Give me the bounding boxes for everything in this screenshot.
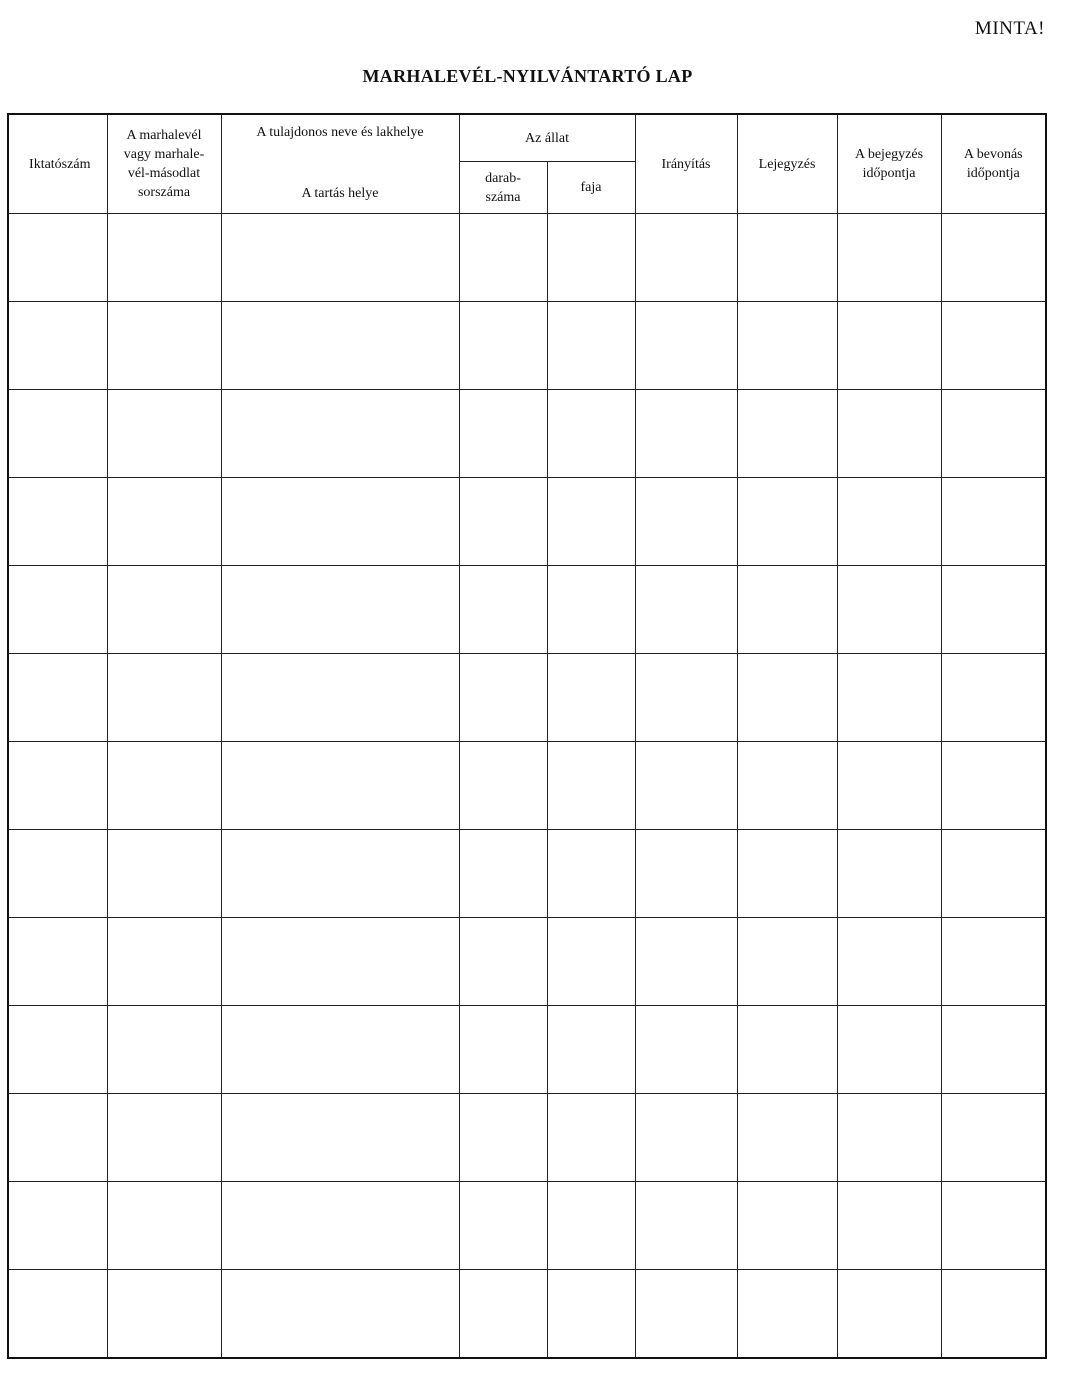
- table-cell: [941, 918, 1046, 1006]
- table-row: [8, 1270, 1046, 1359]
- table-cell: [837, 478, 941, 566]
- table-cell: [8, 1182, 107, 1270]
- table-cell: [941, 742, 1046, 830]
- table-cell: [635, 478, 737, 566]
- table-cell: [837, 302, 941, 390]
- header-animal-group: Az állat: [459, 114, 635, 162]
- header-count-line: száma: [485, 189, 521, 205]
- table-cell: [941, 1270, 1046, 1359]
- table-cell: [635, 1182, 737, 1270]
- table-cell: [941, 214, 1046, 302]
- table-cell: [107, 302, 221, 390]
- table-row: [8, 1182, 1046, 1270]
- table-cell: [547, 918, 635, 1006]
- table-row: [8, 390, 1046, 478]
- table-cell: [221, 830, 459, 918]
- table-cell: [737, 478, 837, 566]
- table-cell: [459, 478, 547, 566]
- table-cell: [547, 742, 635, 830]
- table-cell: [107, 830, 221, 918]
- header-bevonas: [941, 114, 1046, 214]
- table-cell: [8, 654, 107, 742]
- header-bevonas-line: időpontja: [966, 166, 1020, 181]
- header-owner: [221, 114, 459, 214]
- table-cell: [547, 566, 635, 654]
- table-cell: [837, 1182, 941, 1270]
- table-cell: [107, 214, 221, 302]
- table-cell: [8, 830, 107, 918]
- table-cell: [547, 1094, 635, 1182]
- table-cell: [941, 830, 1046, 918]
- table-cell: [837, 1094, 941, 1182]
- header-iranyitas: Irányítás: [635, 114, 737, 214]
- table-cell: [837, 654, 941, 742]
- header-bejegyzes: [837, 114, 941, 214]
- header-count: [459, 162, 547, 214]
- table-cell: [737, 654, 837, 742]
- table-cell: [941, 566, 1046, 654]
- table-cell: [635, 654, 737, 742]
- header-species: faja: [547, 162, 635, 214]
- table-cell: [8, 1006, 107, 1094]
- table-row: [8, 654, 1046, 742]
- header-owner-name: A tulajdonos neve és lakhelye: [256, 125, 424, 140]
- table-cell: [459, 566, 547, 654]
- table-cell: [459, 1270, 547, 1359]
- table-row: [8, 478, 1046, 566]
- table-cell: [8, 918, 107, 1006]
- header-sorszam-line: A marhalevél: [126, 128, 202, 143]
- table-header: [8, 114, 1046, 214]
- header-iktatoszam: Iktatószám: [8, 114, 107, 214]
- table-cell: [459, 1182, 547, 1270]
- table-cell: [837, 1006, 941, 1094]
- table-cell: [459, 742, 547, 830]
- table-cell: [459, 390, 547, 478]
- table-cell: [635, 1006, 737, 1094]
- table-cell: [547, 302, 635, 390]
- table-cell: [221, 302, 459, 390]
- table-cell: [635, 742, 737, 830]
- table-cell: [107, 742, 221, 830]
- table-cell: [8, 1094, 107, 1182]
- table-row: [8, 1006, 1046, 1094]
- table-cell: [737, 742, 837, 830]
- table-cell: [459, 654, 547, 742]
- table-cell: [221, 1270, 459, 1359]
- header-bejegyzes-line: A bejegyzés: [855, 147, 924, 162]
- table-cell: [107, 918, 221, 1006]
- table-cell: [8, 742, 107, 830]
- table-cell: [941, 654, 1046, 742]
- table-cell: [635, 1270, 737, 1359]
- table-cell: [737, 566, 837, 654]
- table-cell: [459, 302, 547, 390]
- table-cell: [107, 478, 221, 566]
- table-cell: [221, 918, 459, 1006]
- table-row: [8, 742, 1046, 830]
- table-cell: [547, 1270, 635, 1359]
- table-cell: [941, 1006, 1046, 1094]
- table-cell: [941, 390, 1046, 478]
- header-sorszam-line: vagy marhale-: [123, 147, 205, 162]
- table-cell: [221, 742, 459, 830]
- table-cell: [837, 918, 941, 1006]
- table-cell: [737, 1094, 837, 1182]
- table-cell: [459, 1094, 547, 1182]
- document-title: MARHALEVÉL-NYILVÁNTARTÓ LAP: [362, 66, 693, 86]
- table-cell: [107, 1182, 221, 1270]
- table-cell: [737, 390, 837, 478]
- table-cell: [547, 478, 635, 566]
- table-cell: [737, 1182, 837, 1270]
- table-cell: [221, 1182, 459, 1270]
- table-cell: [8, 1270, 107, 1359]
- table-cell: [547, 830, 635, 918]
- table-cell: [737, 214, 837, 302]
- table-cell: [737, 830, 837, 918]
- table-cell: [547, 390, 635, 478]
- table-row: [8, 302, 1046, 390]
- table-cell: [8, 390, 107, 478]
- table-cell: [737, 918, 837, 1006]
- header-sorszam-line: sorszáma: [137, 185, 191, 200]
- table-row: [8, 1094, 1046, 1182]
- table-cell: [8, 214, 107, 302]
- table-cell: [107, 390, 221, 478]
- table-cell: [635, 918, 737, 1006]
- table-cell: [941, 1094, 1046, 1182]
- table-cell: [837, 742, 941, 830]
- table-cell: [459, 918, 547, 1006]
- table-cell: [547, 654, 635, 742]
- table-cell: [635, 302, 737, 390]
- table-cell: [941, 478, 1046, 566]
- header-lejegyzes: Lejegyzés: [737, 114, 837, 214]
- table-cell: [107, 1094, 221, 1182]
- table-cell: [635, 390, 737, 478]
- table-cell: [837, 1270, 941, 1359]
- table-cell: [221, 1006, 459, 1094]
- table-cell: [221, 390, 459, 478]
- table-cell: [8, 478, 107, 566]
- table-cell: [221, 478, 459, 566]
- table-row: [8, 918, 1046, 1006]
- table-cell: [107, 1270, 221, 1359]
- table-cell: [941, 302, 1046, 390]
- table-cell: [221, 566, 459, 654]
- header-sorszam-line: vél-másodlat: [127, 166, 201, 181]
- table-cell: [8, 302, 107, 390]
- header-bevonas-line: A bevonás: [963, 147, 1023, 162]
- table-cell: [941, 1182, 1046, 1270]
- header-count-line: darab-: [485, 170, 521, 186]
- table-cell: [547, 1006, 635, 1094]
- table-cell: [635, 1094, 737, 1182]
- table-row: [8, 214, 1046, 302]
- table-cell: [459, 1006, 547, 1094]
- sample-label: MINTA!: [974, 18, 1045, 39]
- table-cell: [221, 1094, 459, 1182]
- table-cell: [737, 1270, 837, 1359]
- table-cell: [837, 214, 941, 302]
- header-keeping-place: A tartás helye: [301, 186, 379, 201]
- table-cell: [459, 830, 547, 918]
- table-cell: [837, 830, 941, 918]
- register-table: [7, 113, 1047, 1359]
- table-cell: [635, 214, 737, 302]
- table-cell: [635, 566, 737, 654]
- table-cell: [221, 654, 459, 742]
- header-bejegyzes-line: időpontja: [862, 166, 916, 181]
- table-row: [8, 566, 1046, 654]
- table-cell: [837, 390, 941, 478]
- header-sorszam: [107, 114, 221, 214]
- table-body: [8, 214, 1046, 1359]
- table-row: [8, 830, 1046, 918]
- table-cell: [737, 302, 837, 390]
- table-cell: [459, 214, 547, 302]
- table-cell: [107, 1006, 221, 1094]
- table-cell: [547, 214, 635, 302]
- table-cell: [221, 214, 459, 302]
- table-cell: [547, 1182, 635, 1270]
- table-cell: [8, 566, 107, 654]
- table-cell: [107, 654, 221, 742]
- table-cell: [837, 566, 941, 654]
- table-cell: [737, 1006, 837, 1094]
- table-cell: [107, 566, 221, 654]
- table-cell: [635, 830, 737, 918]
